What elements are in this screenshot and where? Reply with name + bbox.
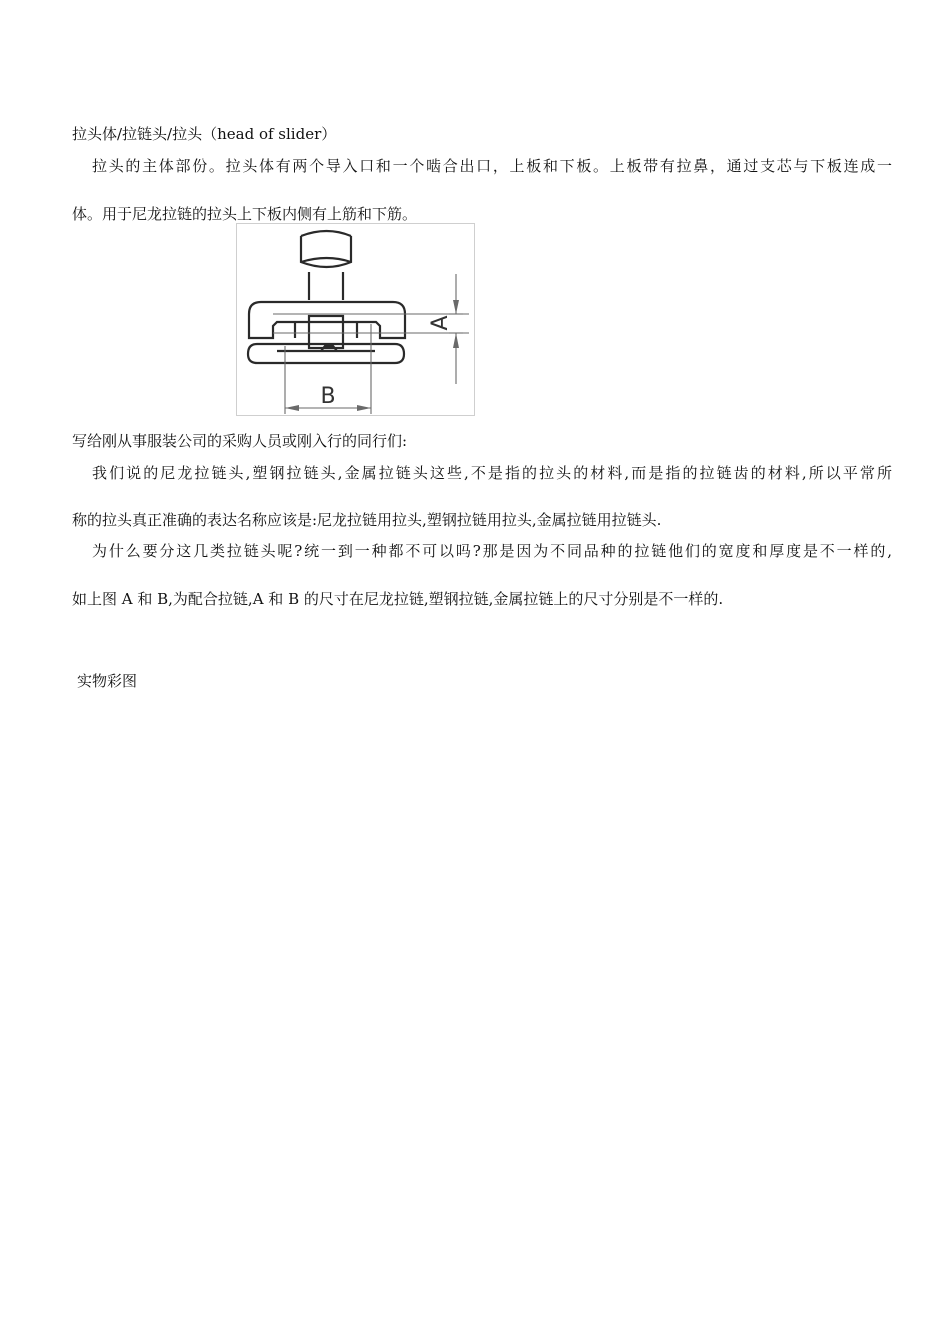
paragraph-2-line-2: 称的拉头真正准确的表达名称应该是:尼龙拉链用拉头,塑钢拉链用拉头,金属拉链用拉链头. [72, 511, 662, 529]
slider-dimension-diagram [236, 223, 475, 416]
paragraph-1-line-1: 拉头的主体部份。拉头体有两个导入口和一个啮合出口，上板和下板。上板带有拉鼻，通过支芯与下板连成一 [92, 157, 892, 175]
paragraph-3-line-2: 如上图 A 和 B,为配合拉链,A 和 B 的尺寸在尼龙拉链,塑钢拉链,金属拉链上的尺寸分别是不一样的. [72, 590, 724, 608]
paragraph-1-line-2: 体。用于尼龙拉链的拉头上下板内侧有上筋和下筋。 [72, 205, 418, 223]
paragraph-2-line-1: 我们说的尼龙拉链头,塑钢拉链头,金属拉链头这些,不是指的拉头的材料,而是指的拉链齿的材料,所以平常所 [92, 464, 892, 482]
photo-caption: 实物彩图 [77, 672, 138, 690]
slider-diagram-svg [237, 224, 476, 417]
paragraph-3-line-1: 为什么要分这几类拉链头呢?统一到一种都不可以吗?那是因为不同品种的拉链他们的宽度和厚度是不一样的, [92, 542, 892, 560]
section-2-heading: 写给刚从事服装公司的采购人员或刚入行的同行们: [72, 432, 408, 450]
section-heading: 拉头体/拉链头/拉头（head of slider） [72, 125, 337, 143]
dimension-label-b: B [320, 384, 336, 409]
dimension-label-a: A [428, 315, 453, 331]
